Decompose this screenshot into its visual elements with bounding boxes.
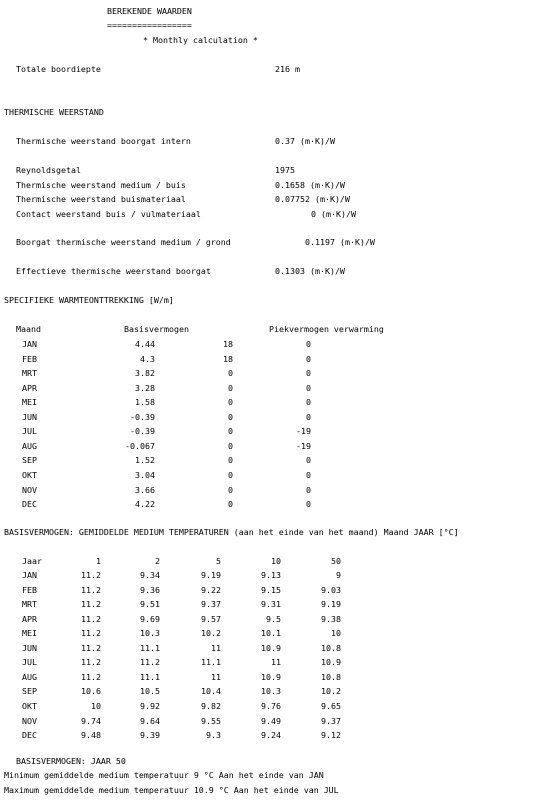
value-cell: 18 — [223, 339, 233, 349]
month-cell: OKT — [22, 700, 37, 711]
value-cell: 0 — [306, 411, 311, 422]
column-header: Jaar — [22, 556, 42, 566]
value-cell: 0 — [228, 426, 233, 437]
depth-label: Totale boordiepte — [16, 64, 101, 74]
thermal-heading: THERMISCHE WEERSTAND — [4, 107, 104, 117]
extraction-heading: SPECIFIEKE WARMTEONTTREKKING [W/m] — [4, 295, 174, 305]
value-cell: 0 — [228, 440, 233, 451]
value-cell: 0 — [228, 499, 233, 510]
value-cell: 9.37 — [201, 599, 221, 610]
value-cell: -0.067 — [125, 440, 155, 451]
value-cell: 9.24 — [261, 730, 281, 741]
month-cell: MRT — [22, 599, 37, 610]
month-cell: NOV — [22, 715, 37, 726]
value-cell: 10.3 — [261, 686, 281, 697]
value-cell: 0 — [228, 484, 233, 495]
value-cell: 9.31 — [261, 599, 281, 610]
value-cell: 11.2 — [81, 584, 101, 595]
month-cell: JAN — [22, 570, 37, 580]
month-cell: DEC — [22, 730, 37, 741]
thermal-value: 0.1303 (m·K)/W — [275, 266, 345, 276]
thermal-value: 0.1658 (m·K)/W — [275, 180, 345, 190]
thermal-label: Thermische weerstand buismateriaal — [16, 194, 186, 204]
month-cell: MEI — [22, 397, 37, 408]
value-cell: 0 — [306, 499, 311, 510]
value-cell: 9.39 — [140, 730, 160, 741]
value-cell: 9.92 — [140, 700, 160, 711]
month-cell: DEC — [22, 499, 37, 510]
value-cell: 0 — [306, 455, 311, 466]
value-cell: 10 — [91, 700, 101, 711]
month-cell: FEB — [22, 584, 37, 595]
value-cell: 10 — [331, 628, 341, 639]
value-cell: 10.2 — [201, 628, 221, 639]
value-cell: 0 — [228, 411, 233, 422]
value-cell: -19 — [296, 426, 311, 437]
value-cell: 9.36 — [140, 584, 160, 595]
value-cell: 11.1 — [140, 642, 160, 653]
thermal-value: 0.07752 (m·K)/W — [275, 194, 350, 204]
value-cell: 9.19 — [201, 570, 221, 580]
value-cell: 0 — [228, 397, 233, 408]
summary-min: Minimum gemiddelde medium temperatuur 9 °C Aan het einde van JAN — [4, 770, 324, 780]
month-cell: JUL — [22, 657, 37, 668]
value-cell: 11.1 — [140, 671, 160, 682]
value-cell: 10.4 — [201, 686, 221, 697]
value-cell: 0 — [306, 368, 311, 379]
value-cell: 9.15 — [261, 584, 281, 595]
column-header: Basisvermogen — [124, 324, 189, 334]
value-cell: 10.8 — [321, 642, 341, 653]
temperature-heading: BASISVERMOGEN: GEMIDDELDE MEDIUM TEMPERATUREN (aan het einde van het maand) Maand JAAR [°C] — [4, 527, 459, 537]
value-cell: 11 — [211, 642, 221, 653]
value-cell: 11.1 — [201, 657, 221, 668]
value-cell: 11.2 — [81, 570, 101, 580]
thermal-label: Thermische weerstand medium / buis — [16, 180, 186, 190]
value-cell: 9.12 — [321, 730, 341, 741]
summary-max: Maximum gemiddelde medium temperatuur 10.9 °C Aan het einde van JUL — [4, 785, 339, 795]
value-cell: 0 — [306, 469, 311, 480]
value-cell: 9.55 — [201, 715, 221, 726]
value-cell: 9.51 — [140, 599, 160, 610]
value-cell: 9.19 — [321, 599, 341, 610]
column-header: Maand — [16, 324, 41, 334]
thermal-label: Contact weerstand buis / vulmateriaal — [16, 209, 201, 219]
value-cell: 9.48 — [81, 730, 101, 741]
report-title: BEREKENDE WAARDEN — [107, 6, 192, 16]
month-cell: JUN — [22, 411, 37, 422]
value-cell: 9.74 — [81, 715, 101, 726]
value-cell: 9.65 — [321, 700, 341, 711]
value-cell: 0 — [228, 382, 233, 393]
value-cell: 3.66 — [135, 484, 155, 495]
month-cell: MEI — [22, 628, 37, 639]
value-cell: 11 — [271, 657, 281, 668]
thermal-label: Thermische weerstand boorgat intern — [16, 136, 191, 146]
value-cell: 11 — [211, 671, 221, 682]
report-subtitle: * Monthly calculation * — [143, 35, 258, 45]
month-cell: SEP — [22, 455, 37, 466]
value-cell: 9 — [336, 570, 341, 580]
title-underline: ================= — [107, 20, 192, 30]
value-cell: -0.39 — [130, 426, 155, 437]
value-cell: 3.04 — [135, 469, 155, 480]
value-cell: 9.82 — [201, 700, 221, 711]
value-cell: 9.76 — [261, 700, 281, 711]
value-cell: 9.34 — [140, 570, 160, 580]
value-cell: 0 — [228, 368, 233, 379]
value-cell: 0 — [306, 339, 311, 349]
month-cell: AUG — [22, 671, 37, 682]
value-cell: -19 — [296, 440, 311, 451]
column-header: 2 — [155, 556, 160, 566]
column-header: 10 — [271, 556, 281, 566]
value-cell: 9.5 — [266, 613, 281, 624]
value-cell: 0 — [306, 353, 311, 364]
column-header: 5 — [216, 556, 221, 566]
value-cell: 11.2 — [81, 628, 101, 639]
month-cell: OKT — [22, 469, 37, 480]
value-cell: 9.57 — [201, 613, 221, 624]
month-cell: MRT — [22, 368, 37, 379]
value-cell: 9.49 — [261, 715, 281, 726]
value-cell: -0.39 — [130, 411, 155, 422]
value-cell: 9.03 — [321, 584, 341, 595]
depth-value: 216 m — [275, 64, 300, 74]
value-cell: 0 — [228, 455, 233, 466]
value-cell: 9.69 — [140, 613, 160, 624]
value-cell: 9.13 — [261, 570, 281, 580]
month-cell: JAN — [22, 339, 37, 349]
column-header: 1 — [96, 556, 101, 566]
thermal-label: Effectieve thermische weerstand boorgat — [16, 266, 211, 276]
value-cell: 4.22 — [135, 499, 155, 510]
value-cell: 9.3 — [206, 730, 221, 741]
thermal-label: Reynoldsgetal — [16, 165, 81, 175]
value-cell: 10.1 — [261, 628, 281, 639]
value-cell: 0 — [228, 469, 233, 480]
summary-heading: BASISVERMOGEN: JAAR 50 — [16, 756, 126, 766]
value-cell: 0 — [306, 484, 311, 495]
value-cell: 10.9 — [261, 671, 281, 682]
month-cell: APR — [22, 382, 37, 393]
value-cell: 4.44 — [135, 339, 155, 349]
value-cell: 10.6 — [81, 686, 101, 697]
value-cell: 9.37 — [321, 715, 341, 726]
value-cell: 10.3 — [140, 628, 160, 639]
value-cell: 1.52 — [135, 455, 155, 466]
thermal-value: 0.37 (m·K)/W — [275, 136, 335, 146]
month-cell: FEB — [22, 353, 37, 364]
value-cell: 9.38 — [321, 613, 341, 624]
month-cell: SEP — [22, 686, 37, 697]
value-cell: 1.58 — [135, 397, 155, 408]
month-cell: JUL — [22, 426, 37, 437]
value-cell: 0 — [306, 382, 311, 393]
value-cell: 11.2 — [81, 671, 101, 682]
value-cell: 4.3 — [140, 353, 155, 364]
month-cell: JUN — [22, 642, 37, 653]
value-cell: 10.5 — [140, 686, 160, 697]
value-cell: 10.2 — [321, 686, 341, 697]
value-cell: 11.2 — [81, 657, 101, 668]
column-header: 50 — [331, 556, 341, 566]
value-cell: 10.8 — [321, 671, 341, 682]
value-cell: 11.2 — [81, 613, 101, 624]
value-cell: 11.2 — [81, 642, 101, 653]
value-cell: 3.28 — [135, 382, 155, 393]
value-cell: 3.82 — [135, 368, 155, 379]
thermal-label: Boorgat thermische weerstand medium / grond — [16, 237, 231, 247]
value-cell: 18 — [223, 353, 233, 364]
thermal-value: 0 (m·K)/W — [311, 209, 356, 219]
value-cell: 11.2 — [81, 599, 101, 610]
value-cell: 9.22 — [201, 584, 221, 595]
thermal-value: 0.1197 (m·K)/W — [305, 237, 375, 247]
value-cell: 0 — [306, 397, 311, 408]
column-header: Piekvermogen verwarming — [269, 324, 384, 334]
value-cell: 9.64 — [140, 715, 160, 726]
thermal-value: 1975 — [275, 165, 295, 175]
value-cell: 11.2 — [140, 657, 160, 668]
month-cell: NOV — [22, 484, 37, 495]
value-cell: 10.9 — [321, 657, 341, 668]
month-cell: APR — [22, 613, 37, 624]
month-cell: AUG — [22, 440, 37, 451]
value-cell: 10.9 — [261, 642, 281, 653]
